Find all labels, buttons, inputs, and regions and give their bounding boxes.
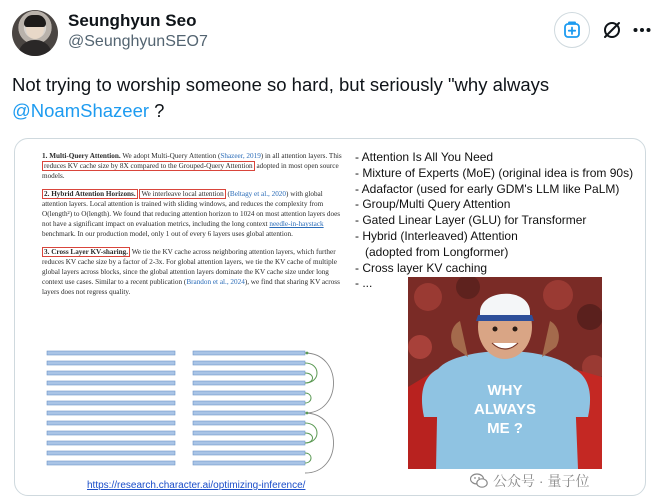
grok-button[interactable] — [596, 14, 628, 46]
why-always-me-photo — [408, 277, 602, 469]
text: adopted in most open source models. — [42, 162, 339, 181]
citation-beltagy[interactable]: Beltagy et al., 2020 — [229, 189, 286, 198]
citation-brandon[interactable]: Brandon et al., 2024 — [186, 278, 245, 287]
subscribe-icon — [561, 19, 583, 41]
list-item: (adopted from Longformer) — [365, 244, 509, 259]
tweet-header — [12, 8, 648, 60]
paper-excerpt — [42, 151, 347, 305]
list-item: - ... — [355, 276, 373, 291]
text: ) in all attention layers. This — [260, 152, 342, 160]
tweet-text-end: ? — [149, 100, 165, 121]
mention-link[interactable]: @NoamShazeer — [12, 100, 150, 121]
list-item: - Adafactor (used for early GDM's LLM like PaLM) — [355, 181, 620, 196]
needle-haystack-link[interactable]: needle-in-haystack — [269, 220, 324, 229]
list-item: - Hybrid (Interleaved) Attention — [355, 228, 518, 243]
highlight-box: reduces KV cache size by 8X compared to the Grouped-Query Attention — [44, 162, 253, 171]
list-item: - Group/Multi Query Attention — [355, 197, 511, 212]
source-link[interactable]: https://research.character.ai/optimizing-inference/ — [87, 480, 306, 491]
author-name[interactable]: Seunghyun Seo — [68, 11, 197, 30]
more-icon — [633, 27, 651, 33]
paragraph-mqa — [42, 151, 347, 182]
text: ( — [225, 189, 230, 198]
heading-kv-sharing: 3. Cross Layer KV-sharing. — [44, 247, 129, 256]
kv-sharing-diagram — [43, 349, 343, 477]
paragraph-hybrid — [42, 189, 347, 240]
wechat-icon — [470, 473, 488, 489]
text: benchmark. In our production model, only 1 out of every 6 layers uses global attention. — [42, 230, 293, 239]
tweet-text — [12, 72, 652, 124]
heading-hybrid: 2. Hybrid Attention Horizons. — [44, 189, 136, 198]
list-item: - Gated Linear Layer (GLU) for Transformer — [355, 213, 587, 228]
list-item: - Attention Is All You Need — [355, 150, 494, 164]
paragraph-kv-sharing — [42, 247, 347, 298]
list-item: - Cross layer KV caching — [355, 260, 488, 275]
watermark-text: 公众号 · 量子位 — [493, 473, 590, 489]
author-handle[interactable]: @SeunghyunSEO7 — [68, 33, 208, 50]
global-sharing-arcs — [305, 353, 334, 473]
avatar[interactable] — [12, 10, 58, 56]
shirt-line-1: WHY — [487, 382, 523, 399]
contributions-list — [355, 150, 645, 292]
right-column-bars — [193, 351, 305, 465]
shirt-line-3: ME ? — [487, 420, 523, 437]
subscribe-button[interactable] — [554, 12, 590, 48]
text: We adopt Multi-Query Attention ( — [120, 152, 221, 160]
text: ) with global attention layers. Local attention is trained with sliding windows, and reduces the complexity from O(length²) to O(length). We found that reducing attention horizon to 1024 on most attention layers does not have a significant impact on evaluation metrics, including the long context — [42, 189, 341, 229]
highlight-box: We interleave local attention — [141, 189, 224, 198]
list-item: - Mixture of Experts (MoE) (original idea is from 90s) — [355, 165, 634, 180]
text: We tie the KV cache across neighboring attention layers, which further reduces KV cache size by a factor of 2-3x. For global attention layers, we tie the KV cache of multiple global layers across blocks, since the global attention layers dominate the KV cache size under long context use cases. Similar to a recent publication ( — [42, 247, 337, 287]
tweet-media[interactable] — [14, 138, 646, 496]
watermark — [470, 469, 589, 493]
grok-icon — [601, 19, 623, 41]
left-column-bars — [47, 351, 175, 465]
citation-shazeer[interactable]: Shazeer, 2019 — [220, 152, 261, 160]
shirt-line-2: ALWAYS — [474, 401, 536, 418]
text: ), we find that sharing KV across layers does not regress quality. — [42, 278, 340, 297]
heading-mqa: 1. Multi-Query Attention. — [42, 152, 121, 160]
tweet-text-body: Not trying to worship someone so hard, but seriously "why always — [12, 74, 550, 95]
more-options-button[interactable] — [632, 14, 652, 46]
